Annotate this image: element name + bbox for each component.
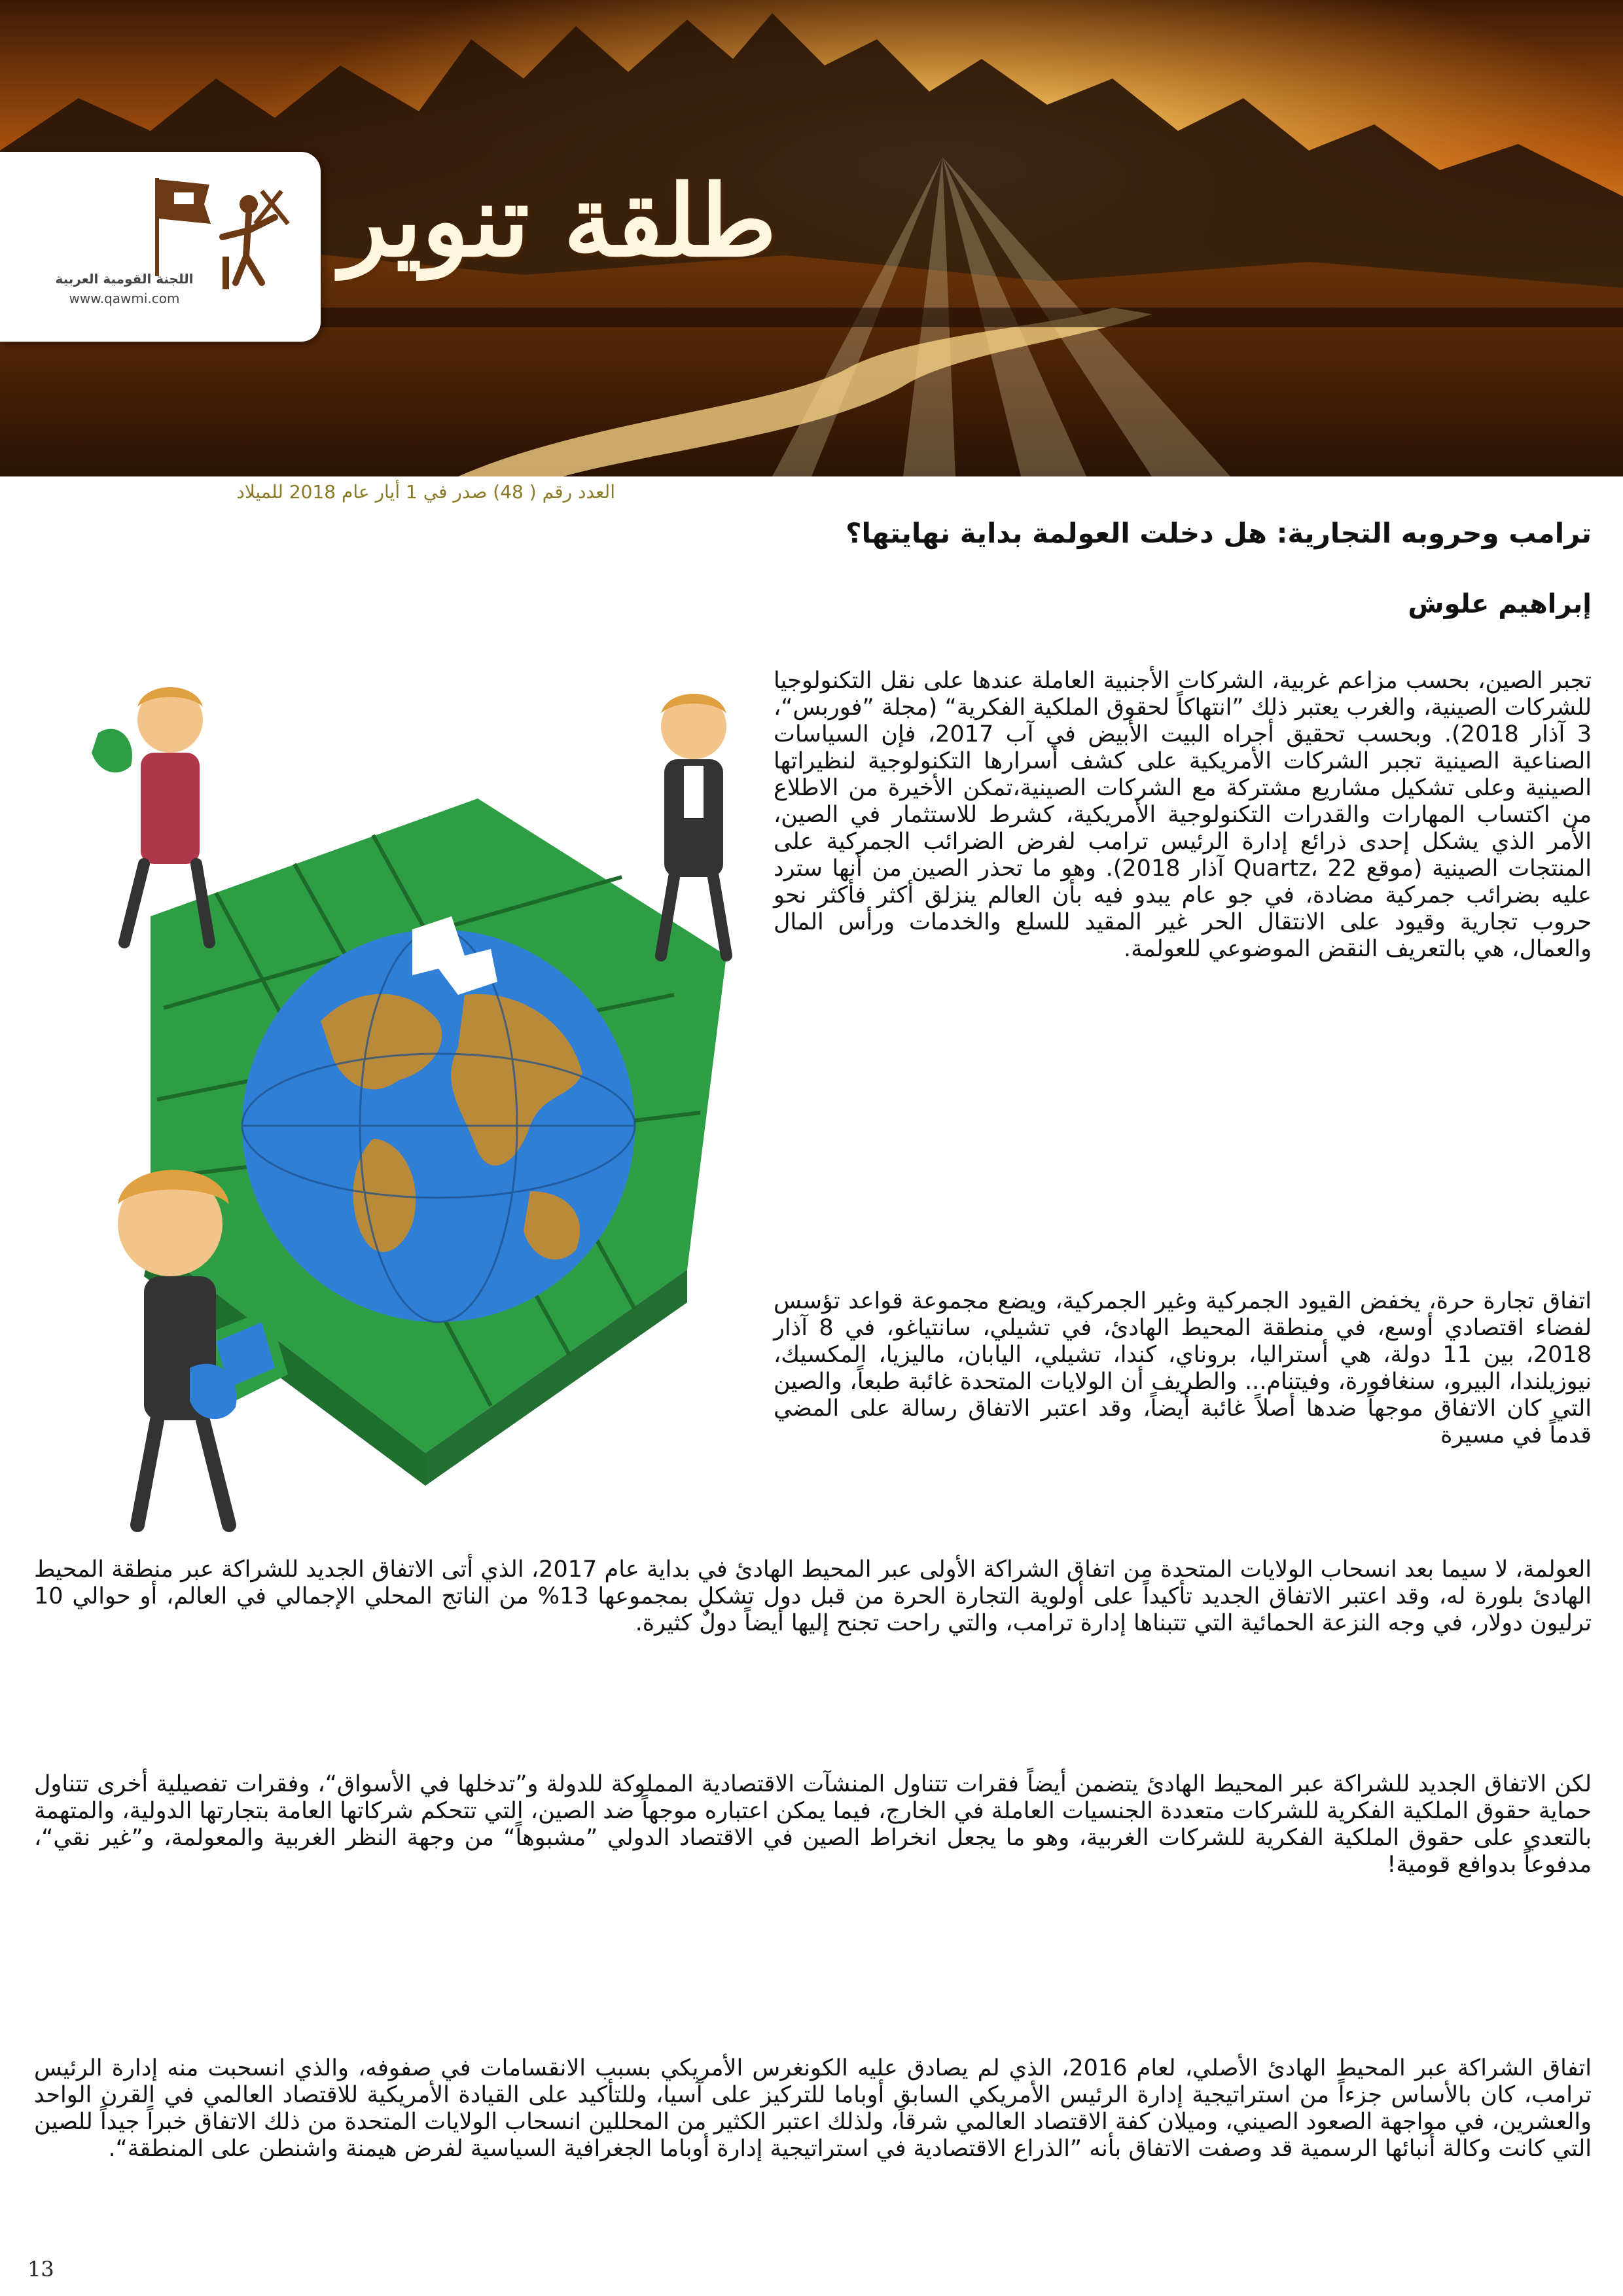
issue-info: العدد رقم ( 48) صدر في 1 أيار عام 2018 للميلاد <box>236 481 615 503</box>
article-paragraph-4: اتفاق الشراكة عبر المحيط الهادئ الأصلي، لعام 2016، الذي لم يصادق عليه الكونغرس الأمريكي بسبب الانقسامات في صفوفه، والذي انسحبت منه إدارة الرئيس ترامب، كان بالأساس جزءاً من استراتيجية إدارة الرئيس الأمريكي السابق أوباما للتركيز على آسيا، وللتأكيد على القيادة الأمريكية للاقتصاد العالمي في القرن الواحد والعشرين، في مواجهة الصعود الصيني، وميلان كفة الاقتصاد العالمي شرقاً، ولذلك اعتبر الكثير من المحللين انسحاب الولايات المتحدة من ذلك الاتفاق خبراً جيداً للصين التي كانت وكالة أنبائها الرسمية قد وصفت الاتفاق بأنه ”الذراع الاقتصادية في استراتيجية إدارة أوباما الجغرافية السياسية لفرض هيمنة واشنطن على المنطقة“. <box>34 2055 1592 2162</box>
article-paragraph-2-continued: العولمة، لا سيما بعد انسحاب الولايات المتحدة من اتفاق الشراكة الأولى عبر المحيط الهادئ في بداية عام 2017، الذي أتى الاتفاق الجديد للشراكة عبر منطقة المحيط الهادئ بلورة له، وقد اعتبر الاتفاق الجديد تأكيداً على أولوية التجارة الحرة من قبل دول تشكل بمجموعها 13% من الناتج المحلي الإجمالي في العالم، أو حوالي 10 ترليون دولار، في وجه النزعة الحمائية التي تتبناها إدارة ترامب، والتي راحت تجنح إليها أيضاً دولٌ كثيرة. <box>34 1556 1592 1636</box>
article-headline: ترامب وحروبه التجارية: هل دخلت العولمة بداية نهايتها؟ <box>846 517 1592 549</box>
article-paragraph-1: تجبر الصين، بحسب مزاعم غربية، الشركات الأجنبية العاملة عندها على نقل التكنولوجيا للشركات الصينية، والغرب يعتبر ذلك ”انتهاكاً لحقوق الملكية الفكرية“ (مجلة ”فوربس“، 3 آذار 2018). وبحسب تحقيق أجراه البيت الأبيض في آب 2017، فإن السياسات الصناعية الصينية تجبر الشركات الأمريكية على كشف أسرارها التكنولوجية لنظيراتها الصينية وعلى تشكيل مشاريع مشتركة مع الشركات الصينية،تمكن الأخيرة من الاطلاع من اكتساب المهارات والقدرات التكنولوجية الأمريكية، كشرط للاستثمار في الصين، الأمر الذي يشكل إحدى ذرائع إدارة الرئيس ترامب لفرض الضرائب الجمركية على المنتجات الصينية (موقع Quartz، 22 آذار 2018). وهو ما تحذر الصين من أنها سترد عليه بضرائب جمركية مضادة، في جو عام يبدو فيه بأن العالم ينزلق أكثر فأكثر نحو حروب تجارية وقيود على الانتقال الحر غير المقيد للسلع والخدمات ورأس المال والعمال، هي بالتعريف النقض الموضوعي للعولمة. <box>774 668 1592 962</box>
flag-figure-icon <box>0 152 321 342</box>
cartoon-man-right <box>661 694 726 956</box>
logo-organization-name: اللجنة القومية العربية <box>55 271 194 287</box>
logo-website-url[interactable]: www.qawmi.com <box>69 291 180 306</box>
page-number: 13 <box>27 2257 54 2282</box>
header-banner <box>0 0 1623 476</box>
article-author: إبراهيم علوش <box>1408 589 1592 619</box>
article-paragraph-3: لكن الاتفاق الجديد للشراكة عبر المحيط الهادئ يتضمن أيضاً فقرات تتناول المنشآت الاقتصادية المملوكة للدولة و”تدخلها في الأسواق“، وفقرات تفصيلية أخرى تتناول حماية حقوق الملكية الفكرية للشركات متعددة الجنسيات العاملة في الخارج، فيما يمكن اعتباره موجهاً ضد الصين، التي تتحكم شركاتها العامة بتجارتها الدولية، والمتهمة بالتعدي على حقوق الملكية الفكرية للشركات الغربية، وهو ما يجعل انخراط الصين في الاقتصاد الدولي ”مشبوهاً“ من وجهة النظر الغربية والمعولمة، و”غير نقي“، مدفوعاً بدوافع قومية! <box>34 1771 1592 1878</box>
globe-puzzle-illustration <box>72 681 779 1564</box>
article-paragraph-2: اتفاق تجارة حرة، يخفض القيود الجمركية وغير الجمركية، ويضع مجموعة قواعد تؤسس لفضاء اقتصادي أوسع، في منطقة المحيط الهادئ، في تشيلي، سانتياغو، في 8 آذار 2018، بين 11 دولة، هي أستراليا، بروناي، كندا، تشيلي، اليابان، ماليزيا، المكسيك، نيوزيلندا، البيرو، سنغافورة، وفيتنام... والطريف أن الولايات المتحدة غائبة طبعاً، والصين التي كان الاتفاق موجهاً ضدها أصلاً غائبة أيضاً، وقد اعتبر الاتفاق رسالة على المضي قدماً في مسيرة <box>774 1288 1592 1448</box>
newsletter-title: طلقة تنوير <box>340 164 777 279</box>
organization-logo <box>0 152 321 342</box>
puzzle-globe-cartoon <box>72 681 779 1564</box>
